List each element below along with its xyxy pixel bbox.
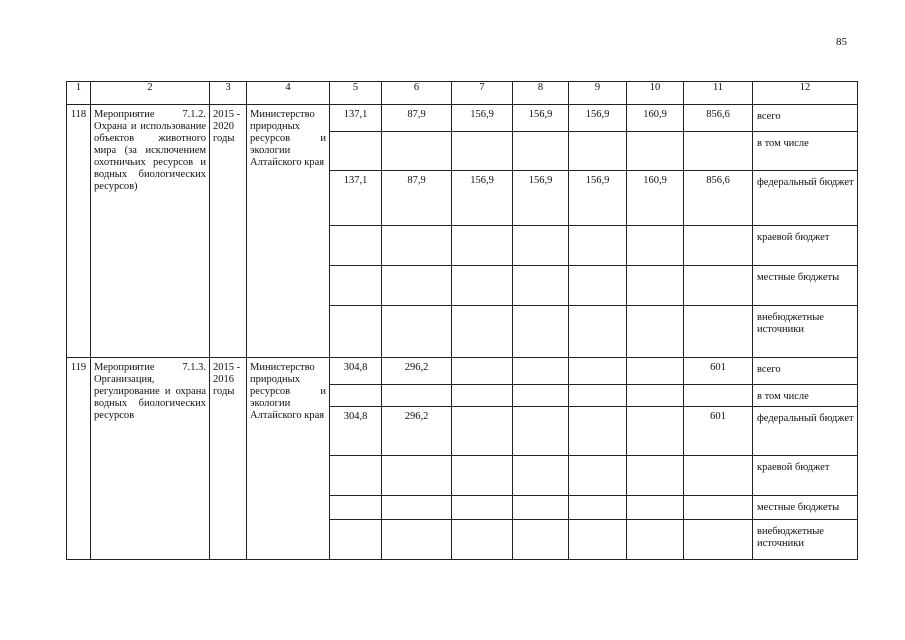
value-cell: [452, 132, 513, 171]
value-cell: [684, 496, 753, 520]
value-cell: [627, 306, 684, 358]
value-cell: [627, 456, 684, 496]
value-cell: [452, 385, 513, 407]
funding-source: местные бюджеты: [753, 266, 858, 306]
value-cell: [330, 226, 382, 266]
executor: Министерство природных ресурсов и экологии Алтайского края: [247, 105, 330, 358]
value-cell: [513, 306, 569, 358]
value-cell: [569, 407, 627, 456]
value-cell: [452, 306, 513, 358]
value-cell: 156,9: [452, 171, 513, 226]
funding-source: федеральный бюджет: [753, 171, 858, 226]
value-cell: [569, 306, 627, 358]
funding-source: в том числе: [753, 132, 858, 171]
value-cell: [513, 358, 569, 385]
value-cell: 160,9: [627, 171, 684, 226]
header-cell: 1: [67, 82, 91, 105]
header-cell: 5: [330, 82, 382, 105]
value-cell: 856,6: [684, 105, 753, 132]
value-cell: [684, 456, 753, 496]
header-cell: 8: [513, 82, 569, 105]
value-cell: [513, 520, 569, 560]
value-cell: [382, 226, 452, 266]
value-cell: [452, 407, 513, 456]
value-cell: 87,9: [382, 171, 452, 226]
value-cell: [513, 385, 569, 407]
value-cell: [627, 358, 684, 385]
funding-source: краевой бюджет: [753, 456, 858, 496]
value-cell: [569, 496, 627, 520]
value-cell: [382, 385, 452, 407]
value-cell: 601: [684, 358, 753, 385]
value-cell: [382, 456, 452, 496]
value-cell: [627, 385, 684, 407]
value-cell: [627, 520, 684, 560]
value-cell: [330, 132, 382, 171]
budget-table: [66, 81, 858, 560]
funding-source: всего: [753, 358, 858, 385]
value-cell: [330, 456, 382, 496]
value-cell: 137,1: [330, 105, 382, 132]
value-cell: 156,9: [569, 171, 627, 226]
value-cell: [684, 520, 753, 560]
value-cell: 137,1: [330, 171, 382, 226]
value-cell: 296,2: [382, 358, 452, 385]
value-cell: 156,9: [513, 171, 569, 226]
value-cell: [382, 306, 452, 358]
value-cell: [684, 266, 753, 306]
table-row: [67, 105, 858, 132]
page-number: 85: [836, 36, 847, 48]
value-cell: [684, 132, 753, 171]
value-cell: [452, 358, 513, 385]
value-cell: [569, 520, 627, 560]
header-cell: 2: [91, 82, 210, 105]
header-cell: 12: [753, 82, 858, 105]
value-cell: [452, 520, 513, 560]
funding-source: всего: [753, 105, 858, 132]
value-cell: 156,9: [513, 105, 569, 132]
value-cell: 304,8: [330, 407, 382, 456]
value-cell: 87,9: [382, 105, 452, 132]
funding-source: краевой бюджет: [753, 226, 858, 266]
value-cell: [627, 266, 684, 306]
value-cell: 156,9: [452, 105, 513, 132]
value-cell: [330, 306, 382, 358]
value-cell: [684, 226, 753, 266]
value-cell: [684, 385, 753, 407]
header-cell: 11: [684, 82, 753, 105]
value-cell: [627, 132, 684, 171]
value-cell: [513, 266, 569, 306]
value-cell: 156,9: [569, 105, 627, 132]
header-cell: 9: [569, 82, 627, 105]
value-cell: [513, 496, 569, 520]
header-row: [67, 82, 858, 105]
value-cell: [452, 266, 513, 306]
value-cell: [452, 496, 513, 520]
header-cell: 3: [210, 82, 247, 105]
value-cell: [569, 358, 627, 385]
value-cell: [569, 385, 627, 407]
executor: Министерство природных ресурсов и экологии Алтайского края: [247, 358, 330, 560]
value-cell: [569, 226, 627, 266]
period-years: 2015 - 2020 годы: [210, 105, 247, 358]
value-cell: [382, 496, 452, 520]
value-cell: [627, 226, 684, 266]
header-cell: 10: [627, 82, 684, 105]
funding-source: местные бюджеты: [753, 496, 858, 520]
value-cell: 296,2: [382, 407, 452, 456]
value-cell: [452, 456, 513, 496]
value-cell: [513, 226, 569, 266]
value-cell: [627, 407, 684, 456]
value-cell: [684, 306, 753, 358]
value-cell: [627, 496, 684, 520]
row-number: 118: [67, 105, 91, 358]
value-cell: [382, 132, 452, 171]
value-cell: [330, 385, 382, 407]
value-cell: 601: [684, 407, 753, 456]
value-cell: [382, 520, 452, 560]
funding-source: в том числе: [753, 385, 858, 407]
value-cell: [330, 496, 382, 520]
period-years: 2015 - 2016 годы: [210, 358, 247, 560]
header-cell: 4: [247, 82, 330, 105]
value-cell: 856,6: [684, 171, 753, 226]
value-cell: [382, 266, 452, 306]
value-cell: [330, 266, 382, 306]
value-cell: [569, 266, 627, 306]
value-cell: [569, 456, 627, 496]
value-cell: [330, 520, 382, 560]
value-cell: [569, 132, 627, 171]
measure-name: Мероприятие 7.1.2. Охрана и использование объектов животного мира (за исключением охотничьих ресурсов и водных биологических ресурсов): [91, 105, 210, 358]
value-cell: [452, 226, 513, 266]
funding-source: внебюджетные источники: [753, 520, 858, 560]
header-cell: 6: [382, 82, 452, 105]
value-cell: [513, 132, 569, 171]
table-row: [67, 358, 858, 385]
funding-source: федеральный бюджет: [753, 407, 858, 456]
funding-source: внебюджетные источники: [753, 306, 858, 358]
measure-name: Мероприятие 7.1.3. Организация, регулирование и охрана водных биологических ресурсов: [91, 358, 210, 560]
value-cell: 160,9: [627, 105, 684, 132]
value-cell: [513, 407, 569, 456]
value-cell: 304,8: [330, 358, 382, 385]
row-number: 119: [67, 358, 91, 560]
header-cell: 7: [452, 82, 513, 105]
value-cell: [513, 456, 569, 496]
